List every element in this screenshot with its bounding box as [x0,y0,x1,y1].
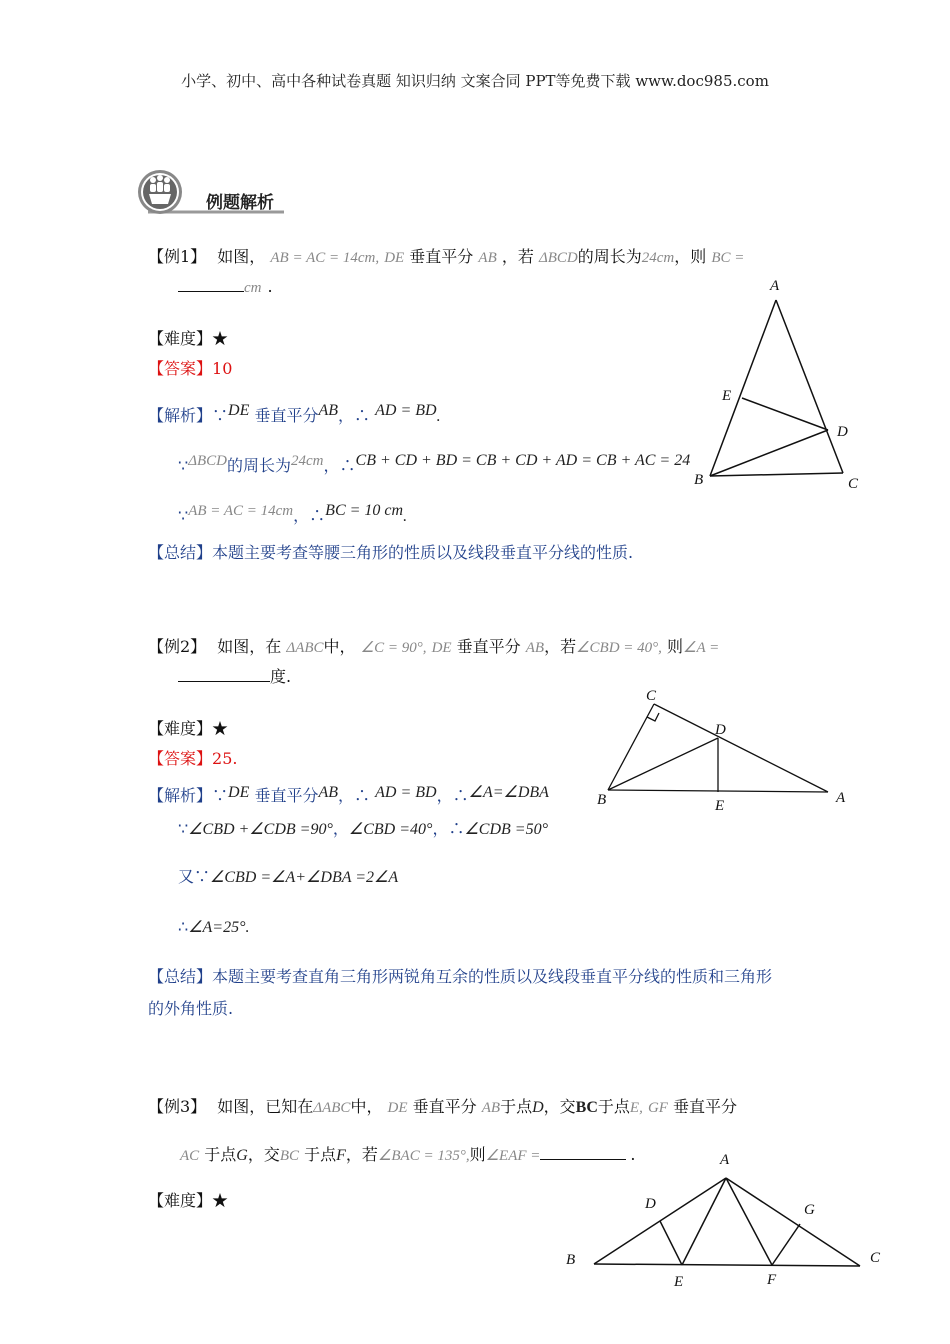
fig1-label-A: A [770,278,780,294]
section-banner [136,168,288,216]
ex1-question-line1: 【例1】 如图， AB = AC = 14cm, DE 垂直平分 AB ，若 ΔBCD的周长为24cm，则 BC = [148,247,745,266]
scholars-icon [149,175,171,204]
fig3-label-C: C [870,1250,881,1266]
fig3-label-B: B [566,1252,576,1268]
ex1-analysis-line2: ∵ΔBCD的周长为24cm，∴CB + CD + BD = CB + CD + AD = CB + AC = 24 [178,452,691,475]
fig1-label-E: E [722,388,732,404]
ex2-summary-line2: 的外角性质. [148,999,234,1018]
ex2-difficulty: 【难度】★ [148,719,229,738]
ex2-answer: 【答案】25. [148,749,238,768]
fig3-label-E: E [674,1274,684,1290]
page-header: 小学、初中、高中各种试卷真题 知识归纳 文案合同 PPT等免费下载 www.doc985.com [181,72,769,90]
ex2-analysis-line3: 又∵∠CBD =∠A+∠DBA =2∠A [178,867,399,886]
ex1-label: 【例1】 [148,247,207,266]
answer-blank [178,277,244,292]
fig3-label-F: F [767,1272,777,1288]
ex1-summary: 【总结】本题主要考查等腰三角形的性质以及线段垂直平分线的性质. [148,543,634,562]
fig2-label-A: A [836,790,846,806]
ex3-question-line1: 【例3】 如图，已知在ΔABC中， DE 垂直平分 AB于点D，交BC于点E, GF 垂直平分 [148,1097,738,1116]
figure-2 [592,684,854,816]
ex2-question-line1: 【例2】 如图，在 ΔABC中， ∠C = 90°, DE 垂直平分 AB，若∠CBD = 40°, 则∠A = [148,637,720,656]
fig1-label-D: D [837,424,848,440]
ex2-analysis-line4: ∴∠A=25°. [178,917,250,936]
ex2-label: 【例2】 [148,637,207,656]
fig2-label-D: D [715,722,726,738]
ex1-difficulty: 【难度】★ [148,329,229,348]
fig1-label-C: C [848,476,859,492]
ex2-question-line2: 度. [178,666,291,688]
ex1-analysis-line3: ∵AB = AC = 14cm，∴BC = 10 cm. [178,502,408,525]
figure-1 [688,276,868,494]
figure-3 [560,1144,890,1292]
answer-blank [178,667,270,682]
fig3-label-D: D [645,1196,656,1212]
ex2-analysis-line1: 【解析】∵DE 垂直平分AB，∴ AD = BD，∴∠A=∠DBA [148,784,549,805]
ex1-answer: 【答案】10 [148,359,233,378]
ex2-analysis-line2: ∵∠CBD +∠CDB =90°，∠CBD =40°，∴∠CDB =50° [178,819,548,838]
fig2-label-C: C [646,688,657,704]
ex2-summary-line1: 【总结】本题主要考查直角三角形两锐角互余的性质以及线段垂直平分线的性质和三角形 [148,967,773,986]
ex1-analysis-line1: 【解析】∵DE 垂直平分AB，∴ AD = BD. [148,402,441,425]
ex3-difficulty: 【难度】★ [148,1191,229,1210]
fig2-label-E: E [715,798,725,814]
ex3-label: 【例3】 [148,1097,207,1116]
ex1-question-line2: cm . [178,276,273,299]
fig1-label-B: B [694,472,704,488]
fig3-label-G: G [804,1202,815,1218]
section-title: 例题解析 [206,193,274,213]
ex3-question-line2: AC 于点G，交BC 于点F，若∠BAC = 135°,则∠EAF = . [180,1145,636,1164]
fig2-label-B: B [597,792,607,808]
fig3-label-A: A [720,1152,730,1168]
